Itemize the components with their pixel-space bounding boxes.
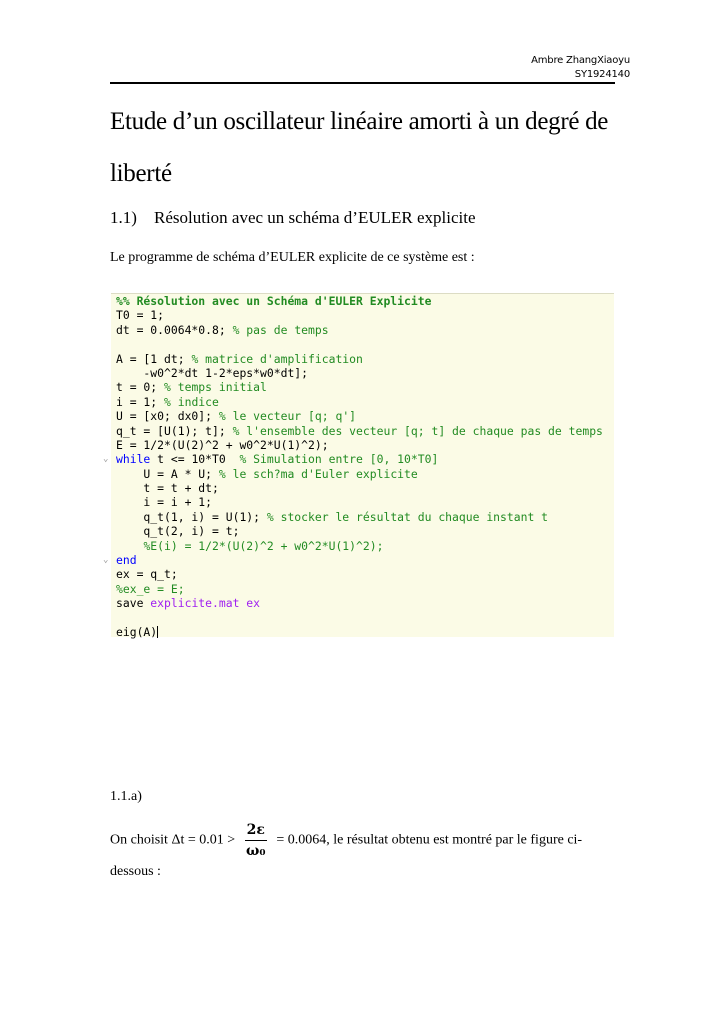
section-heading (110, 208, 476, 228)
code-text: U = [x0; dx0]; (116, 409, 219, 424)
code-string: explicite.mat ex (150, 596, 261, 611)
code-line (111, 524, 614, 538)
code-text: eig(A) (116, 624, 158, 639)
header-rule (110, 82, 615, 84)
code-text: t <= 10*T0 (150, 452, 240, 467)
code-line (111, 539, 614, 553)
code-text: t = 0; (116, 380, 165, 395)
paragraph-continuation: dessous : (110, 864, 161, 879)
author-name: Ambre ZhangXiaoyu (531, 55, 630, 66)
code-line (111, 567, 614, 581)
code-text: i = i + 1; (116, 495, 213, 510)
page-title: Etude d’un oscillateur linéaire amorti à un degré de liberté (110, 108, 609, 187)
code-text: q_t = [U(1); t]; (116, 423, 233, 438)
text-cursor (157, 626, 158, 638)
paragraph-after: = 0.0064, le résultat obtenu est montré par le figure ci- (276, 832, 583, 848)
fraction-numerator: 2ε (245, 822, 267, 841)
code-comment: % le vecteur [q; q'] (218, 409, 357, 424)
code-text: E = 1/2*(U(2)^2 + w0^2*U(1)^2); (116, 437, 329, 452)
fraction-denominator: ω₀ (246, 843, 266, 859)
fold-marker-icon[interactable]: ⌄ (103, 454, 109, 465)
student-id: SY1924140 (574, 69, 630, 80)
fraction (245, 822, 267, 859)
code-comment: % le sch?ma d'Euler explicite (218, 466, 418, 481)
code-line (103, 452, 614, 467)
code-line (111, 366, 614, 380)
code-text: save (116, 596, 151, 611)
code-comment: % l'ensemble des vecteur [q; t] de chaque pas de temps (232, 423, 603, 438)
code-line (111, 481, 614, 495)
paragraph-line (110, 822, 630, 859)
code-line (111, 625, 614, 639)
code-comment: % stocker le résultat du chaque instant t (266, 509, 549, 524)
subsection-heading: 1.1.a) (110, 789, 142, 804)
code-line (111, 352, 614, 366)
code-line (111, 380, 614, 394)
code-line (111, 596, 614, 610)
page-header (531, 54, 630, 82)
code-text: t = t + dt; (116, 481, 219, 496)
code-line (111, 308, 614, 322)
code-text: dt = 0.0064*0.8; (116, 322, 233, 337)
code-comment: % pas de temps (232, 322, 329, 337)
code-text: q_t(2, i) = t; (116, 524, 240, 539)
fold-marker-icon[interactable]: ⌄ (103, 555, 109, 566)
code-text: q_t(1, i) = U(1); (116, 509, 267, 524)
code-text: ex = q_t; (116, 567, 178, 582)
code-line (111, 582, 614, 596)
code-line (103, 553, 614, 568)
code-line (111, 510, 614, 524)
code-text: -w0^2*dt 1-2*eps*w0*dt]; (116, 365, 309, 380)
code-line (111, 424, 614, 438)
code-comment: % matrice d'amplification (191, 351, 363, 366)
code-line (111, 611, 614, 625)
code-comment: % indice (164, 394, 219, 409)
code-keyword: end (116, 553, 137, 568)
code-comment: % temps initial (164, 380, 267, 395)
code-line (111, 323, 614, 337)
code-line (111, 467, 614, 481)
code-comment: %E(i) = 1/2*(U(2)^2 + w0^2*U(1)^2); (143, 538, 384, 553)
section-title: Résolution avec un schéma d’EULER explicite (154, 208, 476, 227)
code-text: A = [1 dt; (116, 351, 192, 366)
code-comment: %% Résolution avec un Schéma d'EULER Explicite (116, 294, 432, 308)
intro-text: Le programme de schéma d’EULER explicite de ce système est : (110, 250, 475, 265)
code-line (111, 337, 614, 351)
code-text: i = 1; (116, 394, 165, 409)
code-comment: %ex_e = E; (116, 581, 185, 596)
code-text: T0 = 1; (116, 308, 165, 323)
code-text: U = A * U; (116, 466, 219, 481)
code-line (111, 395, 614, 409)
code-line (111, 438, 614, 452)
code-line (111, 294, 614, 308)
section-number: 1.1) (110, 208, 137, 227)
code-keyword: while (116, 452, 151, 467)
code-text (116, 539, 143, 553)
code-block (103, 293, 614, 639)
code-line (111, 495, 614, 509)
paragraph-before: On choisit Δt = 0.01 > (110, 832, 236, 848)
code-comment: % Simulation entre [0, 10*T0] (239, 452, 439, 467)
code-line (111, 409, 614, 423)
